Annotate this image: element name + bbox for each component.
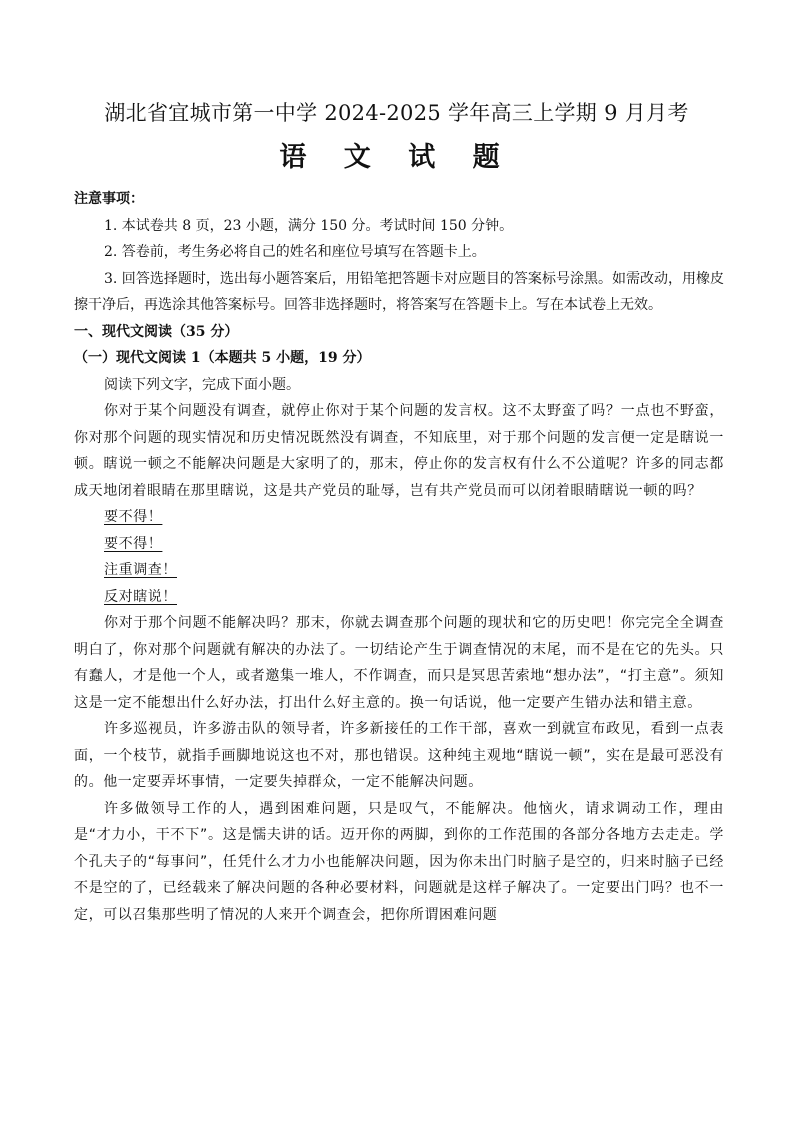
note-item-3: 3. 回答选择题时，选出每小题答案后，用铅笔把答题卡对应题目的答案标号涂黑。如需改动，用橡皮擦干净后，再选涂其他答案标号。回答非选择题时，将答案写在答题卡上。写在本试卷上无效。 <box>74 270 724 313</box>
passage-slogan <box>74 531 724 558</box>
passage-slogan <box>74 504 724 531</box>
passage-paragraph-4: 许多做领导工作的人，遇到困难问题，只是叹气，不能解决。他恼火，请求调动工作，理由是“才力小，干不下”。这是懦夫讲的话。迈开你的两脚，到你的工作范围的各部分各地方去走走。学个孔夫子的“每事问”，任凭什么才力小也能解决问题，因为你未出门时脑子是空的，归来时脑子已经不是空的了，已经载来了解决问题的各种必要材料，问题就是这样子解决了。一定要出门吗？也不一定，可以召集那些明了情况的人来开个调查会，把你所谓困难问题 <box>74 800 724 923</box>
slogan-text: 反对瞎说！ <box>104 588 177 605</box>
slogan-text: 要不得！ <box>104 535 163 552</box>
passage-paragraph-3: 许多巡视员，许多游击队的领导者，许多新接任的工作干部，喜欢一到就宣布政见，看到一点表面，一个枝节，就指手画脚地说这也不对，那也错误。这种纯主观地“瞎说一顿”，实在是最可恶没有的。他一定要弄坏事情，一定要失掉群众，一定不能解决问题。 <box>74 721 724 790</box>
passage-paragraph-2: 你对于那个问题不能解决吗？那末，你就去调查那个问题的现状和它的历史吧！你完完全全调查明白了，你对那个问题就有解决的办法了。一切结论产生于调查情况的末尾，而不是在它的先头。只有蠢人，才是他一个人，或者邀集一堆人，不作调查，而只是冥思苦索地“想办法”，“打主意”。须知这是一定不能想出什么好办法，打出什么好主意的。换一句话说，他一定要产生错办法和错主意。 <box>74 615 724 711</box>
note-item-2: 2. 答卷前，考生务必将自己的姓名和座位号填写在答题卡上。 <box>104 244 486 260</box>
note-item-1: 1. 本试卷共 8 页，23 小题，满分 150 分。考试时间 150 分钟。 <box>104 217 514 234</box>
exam-title: 湖北省宜城市第一中学 2024-2025 学年高三上学期 9 月月考 <box>104 101 689 125</box>
slogan-text: 要不得！ <box>104 509 163 525</box>
reading-instruction: 阅读下列文字，完成下面小题。 <box>104 376 300 393</box>
exam-content <box>74 186 724 928</box>
passage-paragraph-1: 你对于某个问题没有调查，就停止你对于某个问题的发言权。这不太野蛮了吗？一点也不野蛮，你对那个问题的现实情况和历史情况既然没有调查，不知底里，对于那个问题的发言便一定是瞎说一顿。瞎说一顿之不能解决问题是大家明了的，那末，停止你的发言权有什么不公道呢？许多的同志都成天地闭着眼睛在那里瞎说，这是共产党员的耻辱，岂有共产党员而可以闭着眼睛瞎说一顿的吗？ <box>74 403 724 499</box>
slogan-text: 注重调查！ <box>104 562 177 578</box>
notes-heading: 注意事项： <box>74 191 144 207</box>
exam-subject-title: 语 文 试 题 <box>279 142 514 173</box>
section-heading: 一、现代文阅读（35 分） <box>74 323 239 340</box>
subsection-heading: （一）现代文阅读 1（本题共 5 小题，19 分） <box>74 350 371 366</box>
passage-slogan <box>74 584 724 611</box>
passage-slogan <box>74 557 724 584</box>
